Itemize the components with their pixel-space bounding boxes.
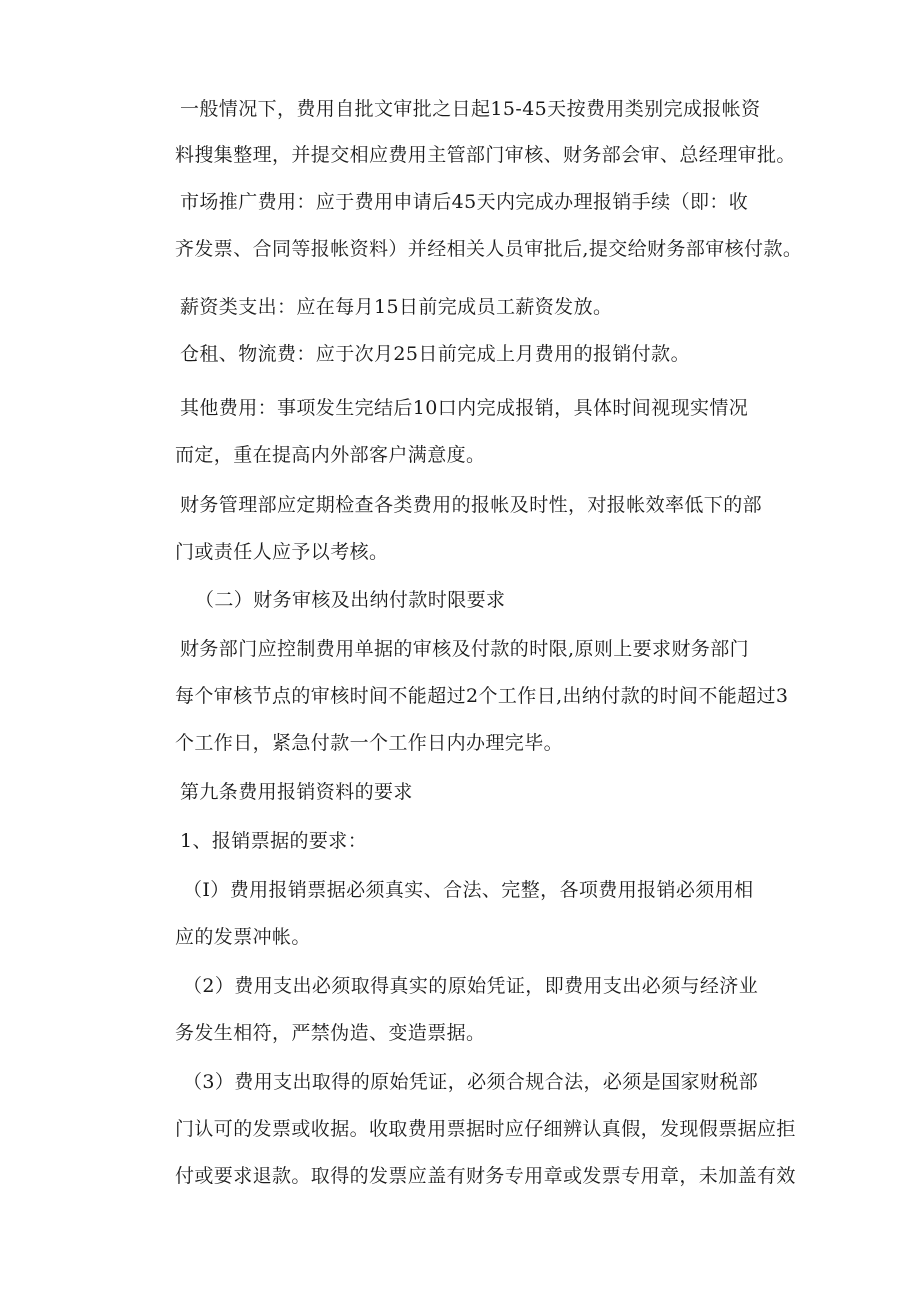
- article-heading: 第九条费用报销资料的要求: [180, 781, 413, 803]
- paragraph-line: 齐发票、合同等报帐资料）并经相关人员审批后,提交给财务部审核付款。: [175, 238, 803, 260]
- paragraph-line: 仓租、物流费：应于次月25日前完成上月费用的报销付款。: [180, 343, 690, 365]
- section-heading: （二）财务审核及出纳付款时限要求: [195, 589, 506, 611]
- paragraph-line: 财务管理部应定期检查各类费用的报帐及时性，对报帐效率低下的部: [180, 494, 763, 516]
- paragraph-line: （3）费用支出取得的原始凭证，必须合规合法，必须是国家财税部: [183, 1071, 759, 1093]
- paragraph-line: 个工作日，紧急付款一个工作日内办理完毕。: [175, 732, 564, 754]
- subsection-heading: 1、报销票据的要求：: [180, 830, 368, 852]
- paragraph-line: 而定，重在提高内外部客户满意度。: [175, 444, 486, 466]
- paragraph-line: （2）费用支出必须取得真实的原始凭证，即费用支出必须与经济业: [183, 975, 759, 997]
- paragraph-line: 门认可的发票或收据。收取费用票据时应仔细辨认真假，发现假票据应拒: [175, 1118, 796, 1140]
- paragraph-line: （I）费用报销票据必须真实、合法、完整，各项费用报销必须用相: [183, 879, 754, 901]
- paragraph-line: 其他费用：事项发生完结后10口内完成报销，具体时间视现实情况: [180, 397, 749, 419]
- paragraph-line: 应的发票冲帐。: [175, 926, 311, 948]
- paragraph-line: 财务部门应控制费用单据的审核及付款的时限,原则上要求财务部门: [180, 638, 750, 660]
- paragraph-line: 门或责任人应予以考核。: [175, 541, 389, 563]
- paragraph-line: 薪资类支出：应在每月15日前完成员工薪资发放。: [180, 296, 613, 318]
- paragraph-line: 务发生相符，严禁伪造、变造票据。: [175, 1022, 486, 1044]
- paragraph-line: 付或要求退款。取得的发票应盖有财务专用章或发票专用章，未加盖有效: [175, 1165, 796, 1187]
- paragraph-line: 市场推广费用：应于费用申请后45天内完成办理报销手续（即：收: [180, 191, 749, 213]
- paragraph-line: 一般情况下，费用自批文审批之日起15-45天按费用类别完成报帐资: [180, 98, 761, 120]
- paragraph-line: 每个审核节点的审核时间不能超过2个工作日,出纳付款的时间不能超过3: [175, 685, 789, 707]
- paragraph-line: 料搜集整理，并提交相应费用主管部门审核、财务部会审、总经理审批。: [175, 144, 796, 166]
